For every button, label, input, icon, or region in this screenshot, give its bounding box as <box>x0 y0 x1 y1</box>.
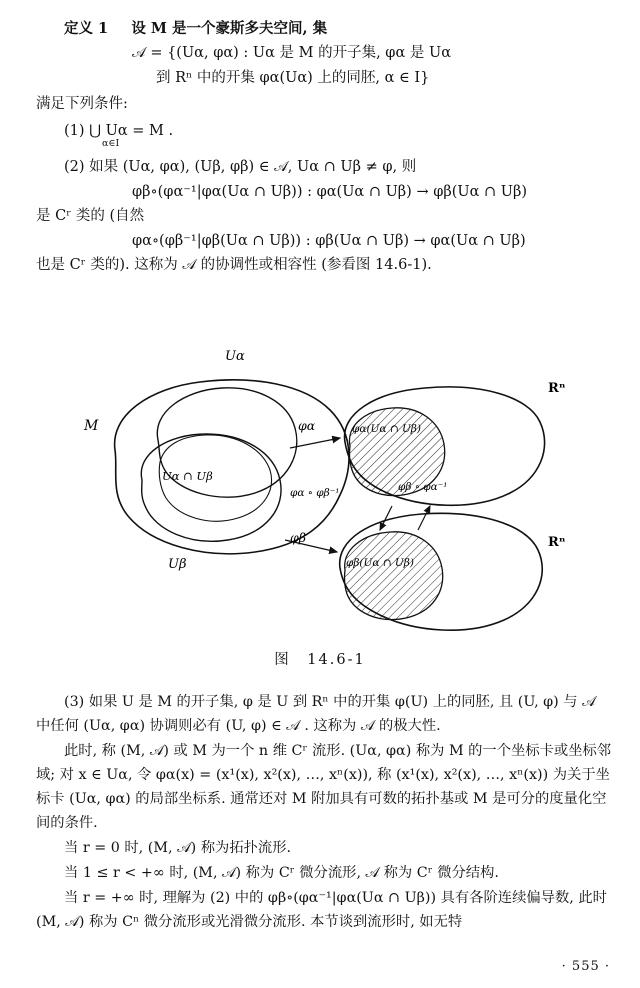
label-u-alpha: Uα <box>225 349 245 364</box>
condition-2: (2) 如果 (Uα, φα), (Uβ, φβ) ∈ 𝒜, Uα ∩ Uβ ≠ φ, 则 <box>64 159 417 176</box>
label-u-intersection: Uα ∩ Uβ <box>162 469 213 483</box>
condition-1 <box>64 120 608 149</box>
label-m: M <box>84 418 99 434</box>
paragraph-3: (3) 如果 U 是 M 的开子集, φ 是 U 到 Rⁿ 中的开集 φ(U) 上的同胚, 且 (U, φ) 与 𝒜 中任何 (Uα, φα) 协调则必有 (U, φ) ∈ 𝒜 . 这称为 𝒜 的极大性. <box>36 694 596 735</box>
phi-beta-image-region <box>344 532 442 620</box>
figure-diagram <box>40 330 600 650</box>
label-transition-ab: φα ∘ φβ⁻¹ <box>290 487 340 499</box>
condition-1-subscript: α∈I <box>102 137 120 149</box>
figure-14-6-1 <box>40 330 600 668</box>
condition-2-tail-2: 也是 Cʳ 类的). 这称为 𝒜 的协调性或相容性 (参看图 14.6-1). <box>36 257 432 274</box>
lower-text-block <box>36 690 614 935</box>
manifold-m-outline <box>115 380 349 554</box>
label-phi-beta: φβ <box>290 530 306 545</box>
definition-heading: 定义 1 <box>64 20 109 37</box>
definition-text: 设 M 是一个豪斯多夫空间, 集 <box>131 20 328 37</box>
upper-text-block <box>36 18 608 279</box>
label-transition-ba: φβ ∘ φα⁻¹ <box>398 481 448 493</box>
label-phi-beta-image: φβ(Uα ∩ Uβ) <box>346 557 414 569</box>
formula-set: 𝒜 = {(Uα, φα) : Uα 是 M 的开子集, φα 是 Uα <box>132 45 451 62</box>
condition-2-tail: 是 Cʳ 类的 (自然 <box>36 208 145 225</box>
page-number: · 555 · <box>561 959 610 974</box>
transition-ba-arrow <box>418 506 430 530</box>
figure-caption: 图 14.6-1 <box>274 652 366 668</box>
paragraph-7: 当 r = +∞ 时, 理解为 (2) 中的 φβ∘(φα⁻¹|φα(Uα ∩ Uβ)) 具有各阶连续偏导数, 此时 (M, 𝒜) 称为 Cⁿ 微分流形或光滑微分流形. 本节谈到流形时, 如无特 <box>36 890 607 931</box>
paragraph-6: 当 1 ≤ r < +∞ 时, (M, 𝒜) 称为 Cʳ 微分流形, 𝒜 称为 Cʳ 微分结构. <box>64 865 499 882</box>
definition-line <box>64 18 608 40</box>
condition-2-formula-2: φα∘(φβ⁻¹|φβ(Uα ∩ Uβ)) : φβ(Uα ∩ Uβ) → φα(Uα ∩ Uβ) <box>132 232 526 249</box>
label-rn-bottom: Rⁿ <box>548 535 566 550</box>
paragraph-4: 此时, 称 (M, 𝒜) 或 M 为一个 n 维 Cʳ 流形. (Uα, φα) 称为 M 的一个坐标卡或坐标邻域; 对 x ∈ Uα, 令 φα(x) = (x¹(x), x²(x), …, xⁿ(x)), 称 (x¹(x), x²(x), …, xⁿ(x)) 为关于坐标卡 (Uα, φα) 的局部坐标系. 通常还对 M 附加具有可数的拓扑基或 M 是可分的度量化空间的条件. <box>36 743 612 832</box>
u-beta-region <box>141 434 281 541</box>
label-u-beta: Uβ <box>168 557 187 572</box>
formula-set-cont: 到 Rⁿ 中的开集 φα(Uα) 上的同胚, α ∈ I} <box>156 69 430 86</box>
condition-1-text: (1) ⋃ Uα = M . <box>64 122 174 139</box>
label-rn-top: Rⁿ <box>548 381 566 396</box>
label-phi-alpha-image: φα(Uα ∩ Uβ) <box>352 423 421 435</box>
transition-ab-arrow <box>380 506 392 530</box>
condition-2-formula: φβ∘(φα⁻¹|φα(Uα ∩ Uβ)) : φα(Uα ∩ Uβ) → φβ(Uα ∩ Uβ) <box>132 183 528 200</box>
condition-lead: 满足下列条件: <box>36 96 128 113</box>
paragraph-5: 当 r = 0 时, (M, 𝒜) 称为拓扑流形. <box>64 840 292 857</box>
label-phi-alpha: φα <box>298 418 316 433</box>
